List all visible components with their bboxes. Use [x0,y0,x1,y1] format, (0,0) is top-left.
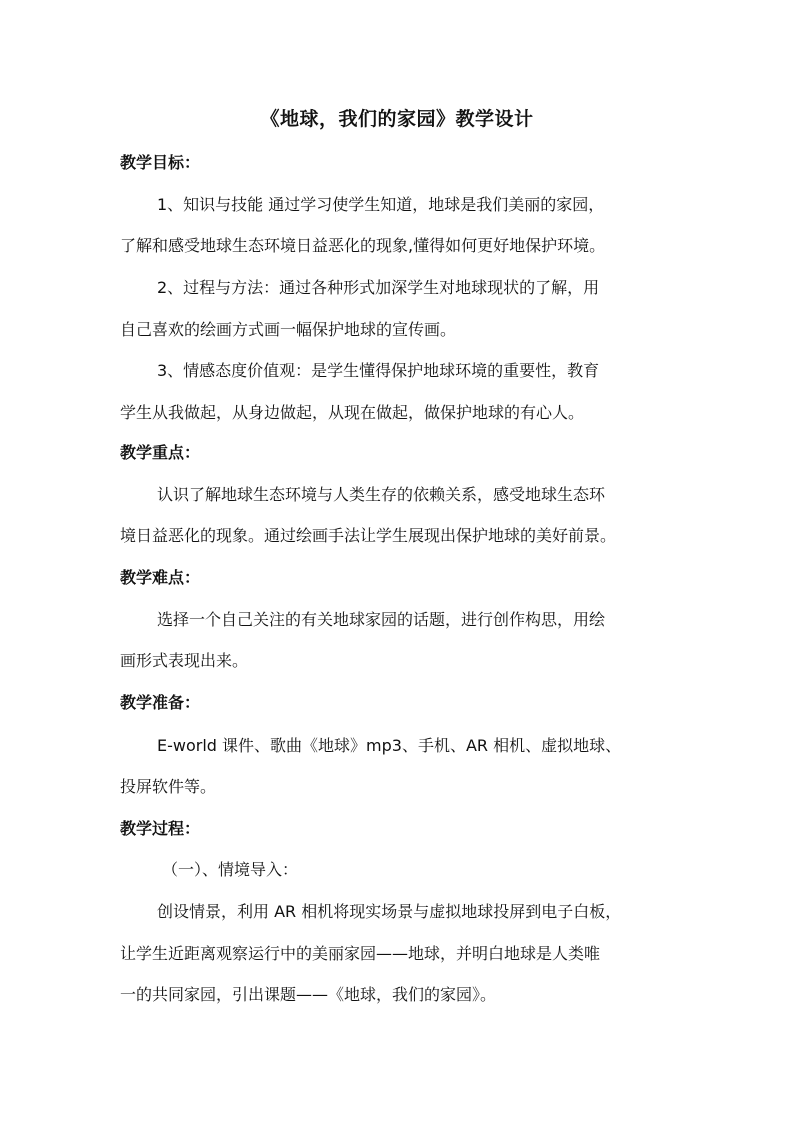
section-heading-process: 教学过程： [120,819,201,838]
paragraph-line: E-world 课件、歌曲《地球》mp3、手机、AR 相机、虚拟地球、 [157,736,622,755]
paragraph-line: 3、情感态度价值观：是学生懂得保护地球环境的重要性，教育 [157,361,600,380]
paragraph-line: 一的共同家园，引出课题——《地球，我们的家园》。 [120,985,497,1004]
subsection-heading: （一）、情境导入： [162,860,299,879]
section-heading-preparation: 教学准备： [120,693,201,712]
paragraph-line: 1、知识与技能 通过学习使学生知道，地球是我们美丽的家园， [157,195,605,214]
paragraph-line: 了解和感受地球生态环境日益恶化的现象,懂得如何更好地保护环境。 [120,236,606,255]
paragraph-line: 画形式表现出来。 [120,651,249,670]
paragraph-line: 自己喜欢的绘画方式画一幅保护地球的宣传画。 [120,320,457,339]
document-title: 《地球，我们的家园》教学设计 [260,108,534,130]
paragraph-line: 境日益恶化的现象。通过绘画手法让学生展现出保护地球的美好前景。 [120,526,617,545]
paragraph-line: 让学生近距离观察运行中的美丽家园——地球，并明白地球是人类唯 [120,944,601,963]
section-heading-difficulties: 教学难点： [120,568,201,587]
paragraph-line: 投屏软件等。 [120,777,217,796]
paragraph-line: 2、过程与方法：通过各种形式加深学生对地球现状的了解，用 [157,278,600,297]
section-heading-key-points: 教学重点： [120,443,201,462]
paragraph-line: 认识了解地球生态环境与人类生存的依赖关系，感受地球生态环 [157,485,606,504]
section-heading-objectives: 教学目标： [120,153,201,172]
paragraph-line: 学生从我做起，从身边做起，从现在做起，做保护地球的有心人。 [120,403,585,422]
paragraph-line: 创设情景，利用 AR 相机将现实场景与虚拟地球投屏到电子白板， [157,902,622,921]
paragraph-line: 选择一个自己关注的有关地球家园的话题，进行创作构思，用绘 [157,610,606,629]
